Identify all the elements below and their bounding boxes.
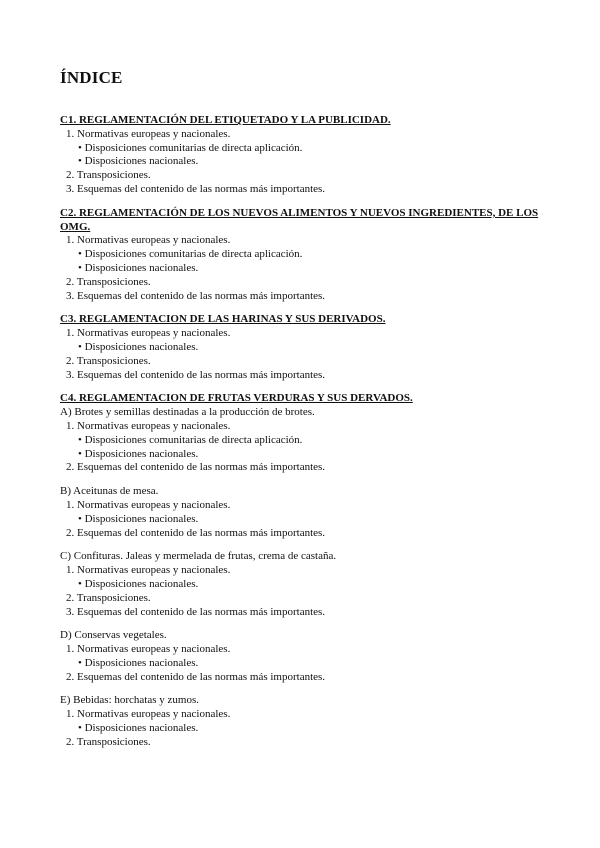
subsection-title: C) Confituras. Jaleas y mermelada de frutas, crema de castaña.	[60, 550, 337, 563]
toc-numbered-item: 3. Esquemas del contenido de las normas más importantes.	[66, 368, 326, 381]
toc-numbered-item: 2. Transposiciones.	[66, 275, 151, 288]
toc-numbered-item: 1. Normativas europeas y nacionales.	[66, 564, 231, 577]
toc-bullet-item: • Disposiciones nacionales.	[60, 155, 560, 169]
toc-subsection	[60, 694, 560, 749]
toc-subsection	[60, 629, 560, 684]
subsection-title: E) Bebidas: horchatas y zumos.	[60, 694, 199, 707]
toc-numbered-item: 3. Esquemas del contenido de las normas más importantes.	[66, 289, 326, 302]
toc-numbered-item: 2. Esquemas del contenido de las normas más importantes.	[66, 670, 326, 683]
toc-numbered-item: 3. Esquemas del contenido de las normas más importantes.	[66, 182, 326, 195]
toc-bullet-item: • Disposiciones nacionales.	[60, 722, 560, 736]
section-heading: C3. REGLAMENTACION DE LAS HARINAS Y SUS DERIVADOS.	[60, 313, 386, 326]
subsection-title: D) Conservas vegetales.	[60, 629, 167, 642]
toc-subsection	[60, 485, 560, 540]
toc-subsection	[60, 550, 560, 619]
toc-section	[60, 313, 560, 382]
toc-numbered-item: 1. Normativas europeas y nacionales.	[66, 327, 231, 340]
toc-numbered-item: 1. Normativas europeas y nacionales.	[66, 234, 231, 247]
section-heading: C1. REGLAMENTACIÓN DEL ETIQUETADO Y LA PUBLICIDAD.	[60, 114, 391, 126]
toc-bullet-item: • Disposiciones nacionales.	[60, 578, 560, 592]
toc-numbered-item: 2. Transposiciones.	[66, 591, 151, 604]
toc-section	[60, 392, 560, 749]
toc-bullet-item: • Disposiciones nacionales.	[60, 657, 560, 671]
toc-numbered-item: 2. Esquemas del contenido de las normas más importantes.	[66, 526, 326, 539]
toc-section	[60, 207, 560, 304]
toc-numbered-item: 2. Transposiciones.	[66, 169, 151, 182]
toc-section	[60, 114, 560, 197]
toc-numbered-item: 2. Esquemas del contenido de las normas más importantes.	[66, 461, 326, 474]
toc-bullet-item: • Disposiciones comunitarias de directa aplicación.	[60, 248, 560, 262]
toc-bullet-item: • Disposiciones comunitarias de directa aplicación.	[60, 434, 560, 448]
toc-numbered-item: 2. Transposiciones.	[66, 735, 151, 748]
toc-bullet-item: • Disposiciones nacionales.	[60, 341, 560, 355]
subsection-title: B) Aceitunas de mesa.	[60, 485, 159, 498]
toc-bullet-item: • Disposiciones nacionales.	[60, 262, 560, 276]
section-heading: C2. REGLAMENTACIÓN DE LOS NUEVOS ALIMENTOS Y NUEVOS INGREDIENTES, DE LOS OMG.	[60, 206, 539, 233]
section-heading: C4. REGLAMENTACION DE FRUTAS VERDURAS Y SUS DERVADOS.	[60, 392, 413, 405]
toc-numbered-item: 2. Transposiciones.	[66, 354, 151, 367]
toc-bullet-item: • Disposiciones nacionales.	[60, 448, 560, 462]
toc-bullet-item: • Disposiciones nacionales.	[60, 513, 560, 527]
toc-numbered-item: 1. Normativas europeas y nacionales.	[66, 419, 231, 432]
toc-numbered-item: 1. Normativas europeas y nacionales.	[66, 643, 231, 656]
toc-bullet-item: • Disposiciones comunitarias de directa aplicación.	[60, 142, 560, 156]
page-title: ÍNDICE	[60, 68, 123, 87]
toc-numbered-item: 1. Normativas europeas y nacionales.	[66, 708, 231, 721]
table-of-contents	[60, 114, 560, 760]
toc-subsection	[60, 406, 560, 475]
toc-numbered-item: 3. Esquemas del contenido de las normas más importantes.	[66, 605, 326, 618]
toc-numbered-item: 1. Normativas europeas y nacionales.	[66, 498, 231, 511]
toc-numbered-item: 1. Normativas europeas y nacionales.	[66, 127, 231, 140]
subsection-title: A) Brotes y semillas destinadas a la producción de brotes.	[60, 406, 315, 419]
